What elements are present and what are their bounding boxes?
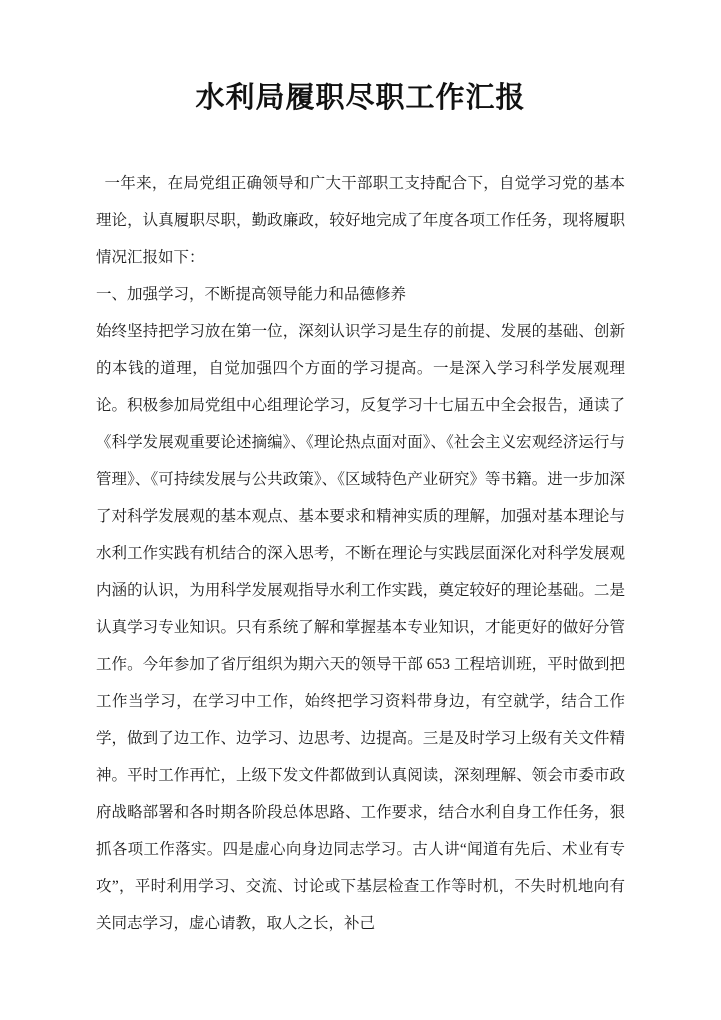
document-body [96,165,625,942]
document-title: 水利局履职尽职工作汇报 [195,82,526,114]
body-paragraph: 一年来，在局党组正确领导和广大干部职工支持配合下，自觉学习党的基本理论，认真履职尽职，勤政廉政，较好地完成了年度各项工作任务，现将履职情况汇报如下： [96,175,625,266]
section-heading: 一、加强学习，不断提高领导能力和品德修养 [96,286,407,303]
body-paragraph: 始终坚持把学习放在第一位，深刻认识学习是生存的前提、发展的基础、创新的本钱的道理，自觉加强四个方面的学习提高。一是深入学习科学发展观理论。积极参加局党组中心组理论学习，反复学习十七届五中全会报告，通读了《科学发展观重要论述摘编》、《理论热点面对面》、《社会主义宏观经济运行与管理》、《可持续发展与公共政策》、《区域特色产业研究》等书籍。进一步加深了对科学发展观的基本观点、基本要求和精神实质的理解，加强对基本理论与水利工作实践有机结合的深入思考，不断在理论与实践层面深化对科学发展观内涵的认识，为用科学发展观指导水利工作实践，奠定较好的理论基础。二是认真学习专业知识。只有系统了解和掌握基本专业知识，才能更好的做好分管工作。今年参加了省厅组织为期六天的领导干部 653 工程培训班，平时做到把工作当学习，在学习中工作，始终把学习资料带身边，有空就学，结合工作学，做到了边工作、边学习、边思考、边提高。三是及时学习上级有关文件精神。平时工作再忙，上级下发文件都做到认真阅读，深刻理解、领会市委市政府战略部署和各时期各阶段总体思路、工作要求，结合水利自身工作任务，狠抓各项工作落实。四是虚心向身边同志学习。古人讲“闻道有先后、术业有专攻”，平时利用学习、交流、讨论或下基层检查工作等时机，不失时机地向有关同志学习，虚心请教，取人之长，补己 [96,323,625,932]
